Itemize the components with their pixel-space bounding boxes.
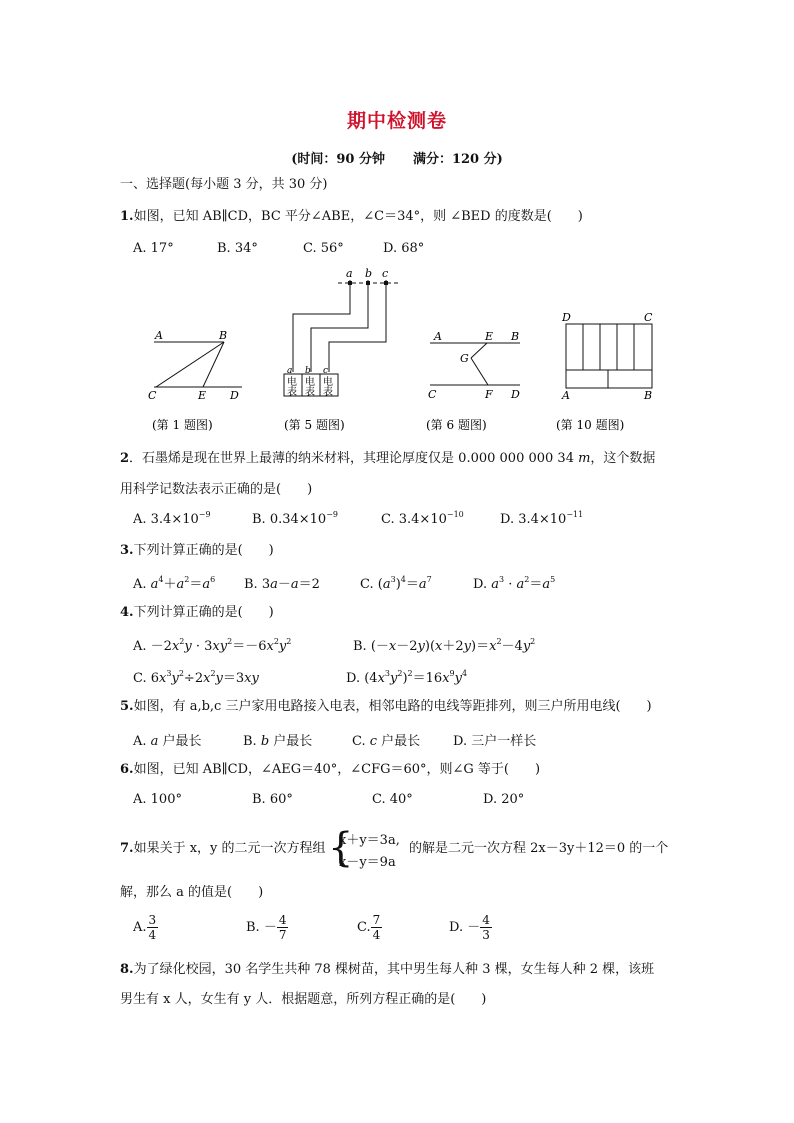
option-text: C. 3.4×10 xyxy=(381,512,447,527)
fig5-label-b: b xyxy=(365,267,373,280)
fig6-label-c: C xyxy=(428,388,437,401)
figure-q1 xyxy=(154,342,242,387)
question-number: 6. xyxy=(120,762,134,777)
exponent: −9 xyxy=(198,510,211,519)
exponent: −9 xyxy=(326,510,338,519)
fig1-label-a: A xyxy=(155,329,163,342)
question-number: 8. xyxy=(120,962,134,977)
fig6-label-e: E xyxy=(485,330,494,343)
fraction xyxy=(480,913,492,942)
equation-2: x－y＝9a xyxy=(339,855,396,870)
fig5-wire-a: a xyxy=(287,366,293,376)
question-text: ．石墨烯是现在世界上最薄的纳米材料，其理论厚度仅是 0.000 000 000 34 xyxy=(129,451,579,466)
q3-option-b: B. 3a－a＝2 xyxy=(244,577,320,592)
figure-q6 xyxy=(430,343,520,385)
fig5-label-a: a xyxy=(346,267,353,280)
question-6 xyxy=(120,761,540,779)
meter-2-top: 电 xyxy=(305,377,315,388)
option-var: a xyxy=(150,734,159,749)
q6-option-d: D. 20° xyxy=(483,792,525,807)
q4-option-c: C. $6x^3y^2\div 2x^2y=3xy$ xyxy=(133,669,259,686)
fig1-caption: (第 1 题图) xyxy=(152,418,213,432)
option-letter: B. xyxy=(243,734,261,749)
equation-brace: { xyxy=(328,825,354,871)
q1-option-c: C. 56° xyxy=(303,241,344,256)
fig6-caption: (第 6 题图) xyxy=(426,418,487,432)
q1-option-d: D. 68° xyxy=(383,241,425,256)
page-title: 期中检测卷 xyxy=(346,110,447,132)
question-number: 3. xyxy=(120,543,134,558)
fig10-label-b: B xyxy=(644,389,653,402)
question-4 xyxy=(120,604,274,622)
question-7 xyxy=(120,840,326,858)
q1-option-b: B. 34° xyxy=(217,241,258,256)
question-number: 5. xyxy=(120,699,134,714)
numerator: 4 xyxy=(278,913,287,927)
q6-option-a: A. 100° xyxy=(133,792,182,807)
option-text: 户最长 xyxy=(377,734,421,749)
meter-1-top: 电 xyxy=(287,377,297,388)
q7-option-d xyxy=(449,913,492,942)
fig1-label-d: D xyxy=(230,389,239,402)
fig6-label-b: B xyxy=(511,330,520,343)
q2-option-d xyxy=(500,512,583,527)
option-text: 户最长 xyxy=(158,734,202,749)
fig6-label-g: G xyxy=(460,352,469,365)
option-letter: C. xyxy=(357,920,371,935)
q6-option-b: B. 60° xyxy=(252,792,293,807)
q5-option-b xyxy=(243,730,312,749)
numerator: 3 xyxy=(148,913,157,927)
question-text: 如图，已知 AB∥CD，∠AEG＝40°，∠CFG＝60°，则∠G 等于( ) xyxy=(133,762,541,777)
denominator: 7 xyxy=(278,928,287,942)
q2-option-a xyxy=(133,512,211,527)
question-text: 如果关于 x，y 的二元一次方程组 xyxy=(133,841,326,856)
question-text: 为了绿化校园，30 名学生共种 78 棵树苗，其中男生每人种 3 棵，女生每人种 2 棵，该班 xyxy=(133,962,655,977)
figure-row xyxy=(130,266,670,436)
denominator: 4 xyxy=(148,928,157,942)
equation-1: x＋y＝3a, xyxy=(339,833,400,848)
question-text: 下列计算正确的是( ) xyxy=(133,605,274,620)
numerator: 7 xyxy=(372,913,381,927)
option-letter: A. xyxy=(133,734,151,749)
fig10-caption: (第 10 题图) xyxy=(556,418,625,432)
question-8 xyxy=(120,961,654,979)
q2-option-b xyxy=(252,512,338,527)
option-letter: C. xyxy=(352,734,370,749)
q7-option-b xyxy=(246,913,288,942)
question-5 xyxy=(120,698,652,716)
question-text-cont: ，这个数据 xyxy=(590,451,656,466)
q5-option-a xyxy=(133,730,202,749)
fig5-wire-c: c xyxy=(323,366,329,376)
fig6-label-f: F xyxy=(485,388,493,401)
q6-option-c: C. 40° xyxy=(372,792,413,807)
fig5-caption: (第 5 题图) xyxy=(284,418,345,432)
q5-option-c xyxy=(352,730,420,749)
question-7-cont: 的解是二元一次方程 2x－3y＋12＝0 的一个 xyxy=(409,841,669,856)
exponent: −10 xyxy=(446,510,464,519)
fig5-wire-b: b xyxy=(305,366,311,376)
denominator: 4 xyxy=(372,928,381,942)
meter-1-bottom: 表 xyxy=(287,387,297,398)
fraction xyxy=(371,913,383,942)
q7-option-c xyxy=(357,913,382,942)
fig1-label-b: B xyxy=(219,329,228,342)
option-var: c xyxy=(369,734,378,749)
fig1-label-e: E xyxy=(198,389,207,402)
question-3 xyxy=(120,542,274,560)
section-heading: 一、选择题(每小题 3 分，共 30 分) xyxy=(120,177,328,192)
q3-option-a: A. $a^4+a^2=a^6$ xyxy=(133,575,216,592)
q4-option-d: D. $(4x^3y^2)^2=16x^9y^4$ xyxy=(346,669,468,686)
question-number: 4. xyxy=(120,605,134,620)
figure-q5 xyxy=(284,280,400,396)
meter-3-bottom: 表 xyxy=(323,387,333,398)
q4-option-a: A. $-2x^2y \cdot 3xy^2=-6x^2y^2$ xyxy=(133,637,292,654)
question-text: 下列计算正确的是( ) xyxy=(133,543,274,558)
meter-3-top: 电 xyxy=(323,377,333,388)
option-text: B. 0.34×10 xyxy=(252,512,327,527)
fig5-label-c: c xyxy=(382,267,389,280)
question-number: 7. xyxy=(120,841,134,856)
q1-option-a: A. 17° xyxy=(133,241,174,256)
q2-option-c xyxy=(381,512,464,527)
unit-text: m xyxy=(578,451,591,466)
exam-info xyxy=(0,148,794,167)
question-text: 如图，已知 AB∥CD，BC 平分∠ABE，∠C＝34°，则 ∠BED 的度数是( ) xyxy=(133,209,583,224)
fraction xyxy=(277,913,289,942)
question-text: 如图，有 a,b,c 三户家用电路接入电表，相邻电路的电线等距排列，则三户所用电线( ) xyxy=(133,699,652,714)
question-number: 2 xyxy=(120,451,130,466)
question-number: 1. xyxy=(120,209,134,224)
numerator: 4 xyxy=(482,913,490,927)
option-letter: B. － xyxy=(246,920,277,935)
figure-q10 xyxy=(566,324,652,388)
question-2-line2: 用科学记数法表示正确的是( ) xyxy=(120,482,313,497)
fig6-label-d: D xyxy=(511,388,520,401)
fig10-label-a: A xyxy=(562,389,570,402)
option-letter: A. xyxy=(133,920,147,935)
time-limit: (时间：90 分钟 xyxy=(291,152,385,167)
fig6-label-a: A xyxy=(434,330,442,343)
option-text: A. 3.4×10 xyxy=(133,512,199,527)
fig10-label-c: C xyxy=(644,311,653,324)
q7-option-a xyxy=(133,913,158,942)
option-text: D. 3.4×10 xyxy=(500,512,567,527)
q4-option-b: B. $(-x-2y)(x+2y)=x^2-4y^2$ xyxy=(353,637,536,654)
denominator: 3 xyxy=(482,928,490,942)
exponent: −11 xyxy=(566,510,584,519)
question-1 xyxy=(120,208,583,226)
fig10-label-d: D xyxy=(562,311,571,324)
full-score: 满分：120 分) xyxy=(412,152,503,167)
option-letter: D. － xyxy=(449,920,481,935)
question-2 xyxy=(120,450,655,468)
q3-option-d: D. $a^3 \cdot a^2=a^5$ xyxy=(473,575,556,592)
option-var: b xyxy=(260,734,270,749)
q3-option-c: C. $(a^3)^4=a^7$ xyxy=(360,575,432,592)
question-8-line2: 男生有 x 人，女生有 y 人．根据题意，所列方程正确的是( ) xyxy=(120,992,487,1007)
fraction xyxy=(147,913,159,942)
option-text: 户最长 xyxy=(269,734,313,749)
meter-2-bottom: 表 xyxy=(305,387,315,398)
question-7-line2: 解，那么 a 的值是( ) xyxy=(120,885,264,900)
q5-option-d: D. 三户一样长 xyxy=(453,734,537,749)
fig1-label-c: C xyxy=(148,389,157,402)
